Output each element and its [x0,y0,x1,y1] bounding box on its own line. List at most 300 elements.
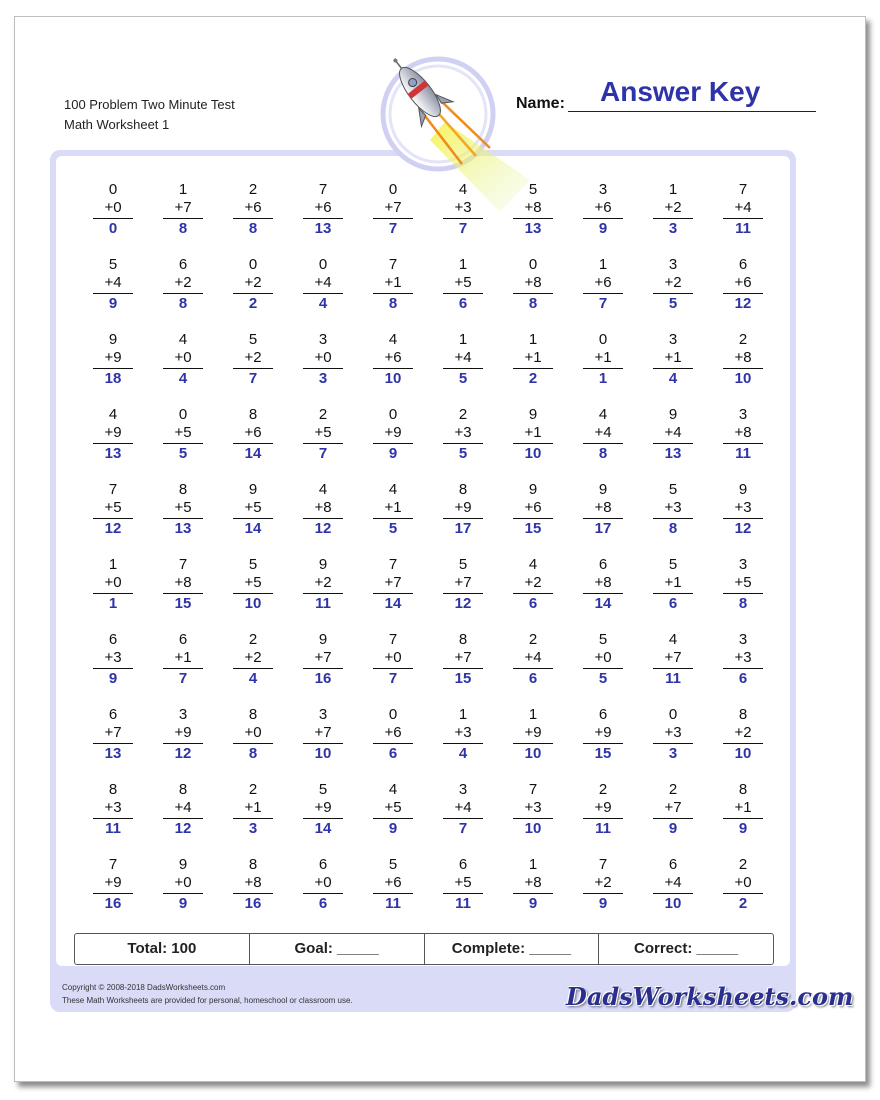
problem-15 [373,256,413,313]
problem-top-number: 5 [528,181,538,198]
sum-line [303,893,343,894]
problem-top-number: 9 [248,481,258,498]
problem-50 [723,481,763,538]
problem-54 [303,556,343,613]
problem-answer: 14 [594,595,612,612]
sum-line [373,368,413,369]
brand-logo: DadsWorksheets.com [566,982,854,1011]
problem-answer: 0 [108,220,118,237]
worksheet-title: 100 Problem Two Minute Test [64,97,235,112]
sum-line [233,518,273,519]
sum-line [233,293,273,294]
sum-line [723,293,763,294]
problem-top-number: 3 [738,556,748,573]
problem-answer: 2 [738,895,748,912]
problem-77 [513,706,553,763]
problem-answer: 3 [668,220,678,237]
problem-top-number: 9 [738,481,748,498]
problem-87 [513,781,553,838]
problem-addend: +5 [384,799,402,816]
problem-top-number: 7 [388,631,398,648]
problem-addend: +1 [664,349,682,366]
problem-answer: 11 [315,595,331,612]
problem-29 [653,331,693,388]
sum-line [513,518,553,519]
problem-addend: +9 [104,349,122,366]
problem-answer: 10 [524,445,542,462]
problem-answer: 10 [524,745,542,762]
problem-addend: +3 [104,799,122,816]
problem-top-number: 8 [458,631,468,648]
problem-addend: +7 [384,199,402,216]
problem-56 [443,556,483,613]
problem-answer: 8 [388,295,398,312]
problem-68 [583,631,623,688]
problem-81 [93,781,133,838]
problem-addend: +8 [594,499,612,516]
problem-addend: +2 [314,574,332,591]
problem-addend: +8 [594,574,612,591]
problem-answer: 6 [528,670,538,687]
sum-line [583,443,623,444]
problem-top-number: 9 [178,856,188,873]
problem-addend: +9 [454,499,472,516]
sum-line [723,518,763,519]
problem-addend: +1 [174,649,192,666]
problem-answer: 13 [174,520,192,537]
problem-addend: +2 [244,274,262,291]
problem-top-number: 0 [388,181,398,198]
problem-73 [233,706,273,763]
problem-answer: 1 [108,595,118,612]
problem-top-number: 0 [388,706,398,723]
problem-answer: 16 [314,670,332,687]
problem-addend: +8 [314,499,332,516]
problem-7 [513,181,553,238]
problem-79 [653,706,693,763]
answer-key-label: Answer Key [600,76,761,107]
sum-line [303,743,343,744]
problem-addend: +4 [664,424,682,441]
problem-33 [233,406,273,463]
sum-line [163,893,203,894]
problem-addend: +6 [314,199,332,216]
problem-45 [373,481,413,538]
problem-addend: +9 [104,874,122,891]
problem-38 [583,406,623,463]
problem-answer: 6 [528,595,538,612]
problem-5 [373,181,413,238]
problem-addend: +8 [174,574,192,591]
problem-answer: 15 [524,520,542,537]
problem-top-number: 0 [668,706,678,723]
problem-69 [653,631,693,688]
problem-addend: +4 [664,874,682,891]
problem-answer: 13 [524,220,542,237]
problem-9 [653,181,693,238]
sum-line [373,593,413,594]
problem-addend: +0 [104,574,122,591]
problem-top-number: 3 [178,706,188,723]
problem-78 [583,706,623,763]
problem-addend: +0 [174,874,192,891]
problem-top-number: 5 [318,781,328,798]
sum-line [443,818,483,819]
problem-addend: +8 [524,874,542,891]
sum-line [723,743,763,744]
problem-addend: +7 [454,574,472,591]
problem-addend: +6 [244,199,262,216]
problem-top-number: 1 [528,331,538,348]
problem-answer: 12 [174,820,192,837]
problem-answer: 7 [178,670,188,687]
problem-top-number: 7 [738,181,748,198]
problem-answer: 13 [104,445,122,462]
problem-top-number: 0 [178,406,188,423]
problem-49 [653,481,693,538]
problem-top-number: 1 [178,181,188,198]
problem-answer: 7 [388,670,398,687]
sum-line [443,443,483,444]
problem-answer: 9 [528,895,538,912]
sum-line [583,668,623,669]
sum-line [513,368,553,369]
problem-addend: +8 [244,874,262,891]
problem-40 [723,406,763,463]
problem-top-number: 8 [178,481,188,498]
problem-top-number: 7 [318,181,328,198]
sum-line [163,218,203,219]
problem-top-number: 2 [738,856,748,873]
problem-top-number: 3 [318,706,328,723]
problem-21 [93,331,133,388]
problem-top-number: 5 [598,631,608,648]
problem-addend: +3 [734,649,752,666]
problem-86 [443,781,483,838]
problem-10 [723,181,763,238]
problem-addend: +8 [524,274,542,291]
sum-line [303,293,343,294]
problem-top-number: 4 [668,631,678,648]
problem-addend: +7 [314,649,332,666]
problem-75 [373,706,413,763]
problem-36 [443,406,483,463]
problem-addend: +0 [734,874,752,891]
sum-line [163,368,203,369]
problem-top-number: 5 [248,331,258,348]
problem-top-number: 8 [458,481,468,498]
problem-addend: +9 [594,724,612,741]
problem-addend: +1 [524,349,542,366]
problem-addend: +7 [104,724,122,741]
problem-answer: 9 [738,820,748,837]
problem-16 [443,256,483,313]
problem-top-number: 1 [458,256,468,273]
problem-14 [303,256,343,313]
sum-line [653,593,693,594]
problem-answer: 11 [455,895,471,912]
problem-95 [373,856,413,913]
problem-answer: 6 [738,670,748,687]
problem-99 [653,856,693,913]
problem-top-number: 8 [738,781,748,798]
problem-top-number: 3 [318,331,328,348]
sum-line [723,443,763,444]
sum-line [303,818,343,819]
problem-addend: +7 [314,724,332,741]
problem-top-number: 3 [738,406,748,423]
problem-answer: 4 [248,670,258,687]
problem-18 [583,256,623,313]
problem-top-number: 8 [738,706,748,723]
problem-answer: 17 [594,520,612,537]
complete-field: Complete: _____ [425,934,600,964]
problem-answer: 6 [668,595,678,612]
sum-line [303,368,343,369]
sum-line [373,893,413,894]
problem-answer: 7 [458,820,468,837]
problem-55 [373,556,413,613]
sum-line [93,293,133,294]
problem-answer: 9 [598,220,608,237]
goal-field: Goal: _____ [250,934,425,964]
problem-top-number: 5 [668,481,678,498]
problem-89 [653,781,693,838]
sum-line [653,893,693,894]
problem-answer: 10 [734,745,752,762]
problem-answer: 15 [454,670,472,687]
problem-answer: 5 [598,670,608,687]
usage-notice: These Math Worksheets are provided for personal, homeschool or classroom use. [62,996,353,1005]
sum-line [93,743,133,744]
name-label: Name: [516,95,565,112]
problem-58 [583,556,623,613]
problem-answer: 3 [668,745,678,762]
problem-65 [373,631,413,688]
problem-top-number: 9 [318,556,328,573]
problem-answer: 14 [244,445,262,462]
score-bar [74,933,774,965]
sum-line [653,668,693,669]
problem-addend: +1 [244,799,262,816]
problem-17 [513,256,553,313]
problem-top-number: 0 [598,331,608,348]
problem-addend: +4 [594,424,612,441]
sum-line [723,593,763,594]
sum-line [233,893,273,894]
problem-answer: 12 [104,520,122,537]
problem-addend: +2 [244,649,262,666]
sum-line [513,593,553,594]
problem-answer: 7 [598,295,608,312]
problem-answer: 6 [388,745,398,762]
problem-addend: +7 [174,199,192,216]
problem-top-number: 6 [598,706,608,723]
problem-51 [93,556,133,613]
sum-line [373,668,413,669]
problem-76 [443,706,483,763]
problem-top-number: 0 [388,406,398,423]
problem-answer: 4 [318,295,328,312]
problem-top-number: 0 [528,256,538,273]
problem-3 [233,181,273,238]
sum-line [93,443,133,444]
problem-26 [443,331,483,388]
sum-line [723,218,763,219]
problem-39 [653,406,693,463]
sum-line [373,443,413,444]
problem-answer: 10 [314,745,332,762]
problem-answer: 15 [594,745,612,762]
sum-line [723,893,763,894]
problem-top-number: 1 [458,331,468,348]
total-label: Total: 100 [75,934,250,964]
problem-100 [723,856,763,913]
problem-addend: +8 [734,424,752,441]
problem-answer: 3 [318,370,328,387]
problem-top-number: 6 [108,706,118,723]
problem-answer: 10 [524,820,542,837]
problem-top-number: 7 [388,556,398,573]
problem-addend: +2 [244,349,262,366]
sum-line [163,818,203,819]
problem-top-number: 6 [458,856,468,873]
problem-answer: 7 [248,370,258,387]
sum-line [303,593,343,594]
problem-top-number: 1 [108,556,118,573]
problem-top-number: 4 [388,781,398,798]
problem-answer: 5 [458,445,468,462]
problem-top-number: 6 [668,856,678,873]
problem-addend: +9 [104,424,122,441]
problem-top-number: 2 [738,331,748,348]
problem-top-number: 7 [598,856,608,873]
sum-line [583,818,623,819]
problem-addend: +9 [524,724,542,741]
problem-addend: +3 [664,499,682,516]
problem-addend: +7 [664,799,682,816]
problem-addend: +1 [664,574,682,591]
problem-top-number: 6 [178,631,188,648]
problem-top-number: 5 [248,556,258,573]
sum-line [583,293,623,294]
problem-top-number: 5 [388,856,398,873]
problem-37 [513,406,553,463]
problem-answer: 10 [664,895,682,912]
sum-line [653,818,693,819]
problem-answer: 10 [244,595,262,612]
problem-top-number: 7 [178,556,188,573]
problem-addend: +5 [104,499,122,516]
problem-top-number: 2 [248,781,258,798]
problem-74 [303,706,343,763]
problem-8 [583,181,623,238]
sum-line [93,818,133,819]
problem-addend: +2 [174,274,192,291]
problem-addend: +4 [104,274,122,291]
problem-answer: 12 [734,295,752,312]
problem-57 [513,556,553,613]
problem-top-number: 4 [458,181,468,198]
problem-addend: +3 [524,799,542,816]
problem-top-number: 2 [598,781,608,798]
problem-top-number: 0 [108,181,118,198]
problem-answer: 17 [454,520,472,537]
problem-answer: 6 [458,295,468,312]
sum-line [513,743,553,744]
problem-98 [583,856,623,913]
sum-line [513,443,553,444]
problem-addend: +9 [174,724,192,741]
problem-90 [723,781,763,838]
sum-line [443,593,483,594]
problem-top-number: 9 [598,481,608,498]
sum-line [163,443,203,444]
correct-field: Correct: _____ [634,940,739,957]
problem-top-number: 4 [318,481,328,498]
problem-70 [723,631,763,688]
problem-97 [513,856,553,913]
sum-line [233,818,273,819]
sum-line [513,218,553,219]
problem-13 [233,256,273,313]
problem-addend: +5 [734,574,752,591]
problem-top-number: 3 [598,181,608,198]
problem-top-number: 5 [668,556,678,573]
sum-line [163,518,203,519]
problem-28 [583,331,623,388]
problem-92 [163,856,203,913]
problem-answer: 9 [388,820,398,837]
problem-answer: 16 [244,895,262,912]
sum-line [443,218,483,219]
problem-addend: +1 [594,349,612,366]
problem-43 [233,481,273,538]
problem-top-number: 1 [598,256,608,273]
problem-top-number: 9 [528,406,538,423]
problem-addend: +2 [734,724,752,741]
sum-line [93,593,133,594]
problem-85 [373,781,413,838]
problem-34 [303,406,343,463]
sum-line [93,368,133,369]
problem-top-number: 2 [668,781,678,798]
problem-top-number: 4 [388,481,398,498]
sum-line [93,218,133,219]
problem-answer: 11 [665,670,681,687]
sum-line [443,893,483,894]
problem-72 [163,706,203,763]
problem-addend: +6 [384,874,402,891]
problem-top-number: 8 [248,406,258,423]
problem-addend: +2 [664,199,682,216]
sum-line [93,518,133,519]
problem-addend: +8 [734,349,752,366]
problem-60 [723,556,763,613]
problem-addend: +4 [454,799,472,816]
problem-answer: 8 [668,520,678,537]
sum-line [373,218,413,219]
problem-answer: 4 [178,370,188,387]
problem-top-number: 7 [388,256,398,273]
problem-64 [303,631,343,688]
problem-11 [93,256,133,313]
problem-19 [653,256,693,313]
problem-top-number: 6 [318,856,328,873]
problem-59 [653,556,693,613]
problem-addend: +0 [174,349,192,366]
problem-top-number: 8 [108,781,118,798]
